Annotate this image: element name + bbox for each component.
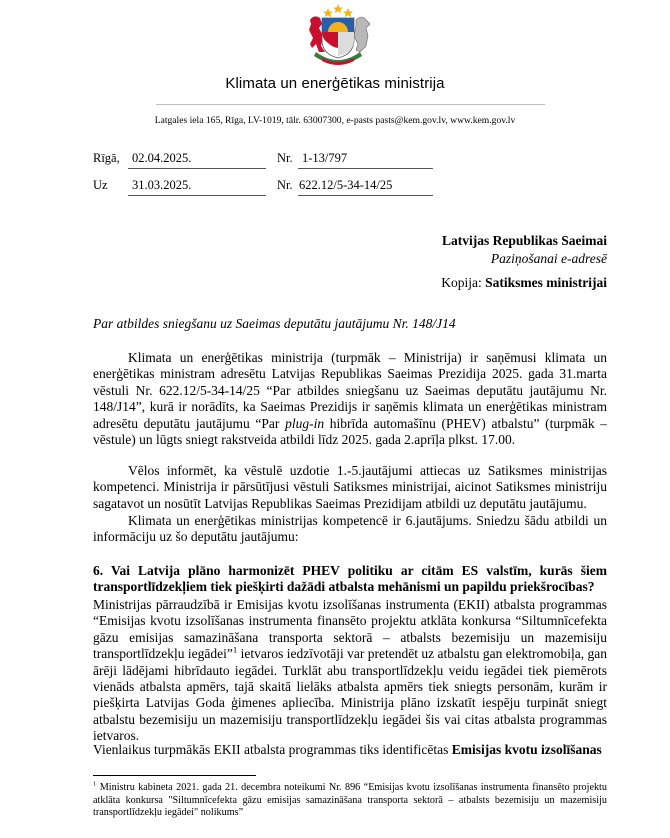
body-paragraph-4 — [93, 597, 607, 745]
nr-label: Nr. — [277, 151, 293, 165]
number-value: 1-13/797 — [302, 151, 348, 165]
to-date-field — [128, 178, 266, 196]
footnote-text: Ministru kabineta 2021. gada 21. decembra noteikumi Nr. 896 “Emisijas kvotu izsolīšanas instrumenta finansēto projektu atklāta konkursa "Siltumnīcefekta gāzu emisijas samazināšana transporta sektorā – atbalsts bezemisiju un mazemisiju transportlīdzekļu iegādei" nolikums” — [93, 782, 607, 818]
addressee-block — [441, 232, 607, 292]
to-date-value: 31.03.2025. — [132, 178, 192, 192]
griffin-icon — [354, 17, 370, 52]
question-heading — [93, 563, 607, 596]
header-separator — [156, 104, 545, 105]
footnote-marker: 1 — [93, 780, 97, 788]
italic-term: plug-in — [285, 415, 325, 431]
copy-recipient: Satiksmes ministrijai — [485, 275, 607, 290]
paragraph-text: ietvaros iedzīvotāji var pretendēt uz atbalstu gan elektromobiļa, gan ārēji lādējami hibrīdauto iegādei. Turklāt abu transportlīdzekļu veidu iegādei tiek piemērots vienāds atbalsta apmērs, tajā skaitā lielāks atbalsta apmērs tiek sniegts personām, kurām ir piešķirta Latvijas Goda ģimenes apliecība. Ministrija plāno izskatīt iespēju turpināt sniegt atbalstu bezemisiju un mazemisiju transportlīdzekļu iegādei šis vai citas atbalsta programmas ietvaros. — [93, 646, 607, 744]
latvia-coat-of-arms-icon — [300, 2, 376, 70]
number-field — [298, 151, 433, 169]
address-line: Latgales iela 165, Rīga, LV-1019, tālr. 63007300, e-pasts pasts@kem.gov.lv, www.kem.gov.lv — [154, 115, 516, 126]
body-paragraph-1 — [93, 350, 607, 448]
addressee-name: Latvijas Republikas Saeimai — [441, 233, 607, 248]
bold-term: Emisijas kvotu izsolīšanas — [451, 742, 602, 757]
to-number-field — [298, 178, 433, 196]
to-number-value: 622.12/5-34-14/25 — [299, 178, 393, 192]
body-paragraph-5 — [93, 742, 607, 758]
footnote-reference[interactable]: 1 — [232, 644, 238, 655]
date-field — [128, 151, 266, 169]
body-paragraph-2 — [93, 463, 607, 512]
ministry-name: Klimata un enerģētikas ministrija — [225, 75, 445, 92]
footnote-separator — [93, 775, 256, 776]
to-label: Uz — [93, 178, 108, 192]
place-label: Rīgā, — [93, 151, 120, 165]
subject-line: Par atbildes sniegšanu uz Saeimas deputātu jautājumu Nr. 148/J14 — [93, 316, 456, 331]
to-nr-label: Nr. — [277, 178, 293, 192]
copy-line — [441, 274, 607, 292]
paragraph-text: Vienlaikus turpmākās EKII atbalsta programmas tiks identificētas — [93, 742, 452, 757]
date-value: 02.04.2025. — [132, 151, 192, 165]
addressee-note: Paziņošanai e-adresē — [490, 251, 607, 266]
paragraph-text: Klimata un enerģētikas ministrijas kompetencē ir 6.jautājums. Sniedzu šādu atbildi un informāciju uz šo deputātu jautājumu: — [93, 513, 607, 545]
copy-label: Kopija: — [441, 275, 482, 290]
paragraph-text: Ministrijas pārraudzībā ir Emisijas kvotu izsolīšanas instrumenta (EKII) atbalsta programmas “Emisijas kvotu izsolīšanas instrumenta finansēto projektu atklāta konkursa “Siltumnīcefekta gāzu emisijas samazināšana transporta sektorā – atbalsts bezemisiju un mazemisiju transportlīdzekļu iegādei” — [93, 597, 607, 662]
paragraph-text: hibrīda automašīnu (PHEV) atbalstu” (turpmāk – vēstule) un lūgts sniegt rakstveida atbildi līdz 2025. gada 2.aprīļa plkst. 17.00. — [93, 415, 607, 448]
body-paragraph-3 — [93, 513, 607, 546]
footnote — [93, 782, 607, 820]
question-text: 6. Vai Latvija plāno harmonizēt PHEV politiku ar citām ES valstīm, kurās šiem transportlīdzekļiem tiek piešķirti dažādi atbalsta mehānismi un papildu priekšrocības? — [93, 563, 607, 595]
paragraph-text: Vēlos informēt, ka vēstulē uzdotie 1.-5.jautājumi attiecas uz Satiksmes ministrijas kompetenci. Ministrija ir pārsūtījusi vēstuli Satiksmes ministrijai, aicinot Satiksmes ministriju sagatavot un nosūtīt Latvijas Republikas Saeimas Prezidijam atbildi uz deputātu jautājumu. — [93, 463, 607, 511]
paragraph-text: Klimata un enerģētikas ministrija (turpmāk – Ministrija) ir saņēmusi klimata un enerģētikas ministram adresētu Latvijas Republikas Saeimas Prezidija 2025. gada 31.marta vēstuli Nr. 622.12/5-34-14/25 “Par atbildes sniegšanu uz Saeimas deputātu jautājumu Nr. 148/J14”, kurā ir norādīts, ka Saeimas Prezidijs ir saņēmis klimata un enerģētikas ministram adresētu deputātu jautājumu “Par — [93, 350, 607, 431]
stars-icon — [323, 4, 353, 17]
